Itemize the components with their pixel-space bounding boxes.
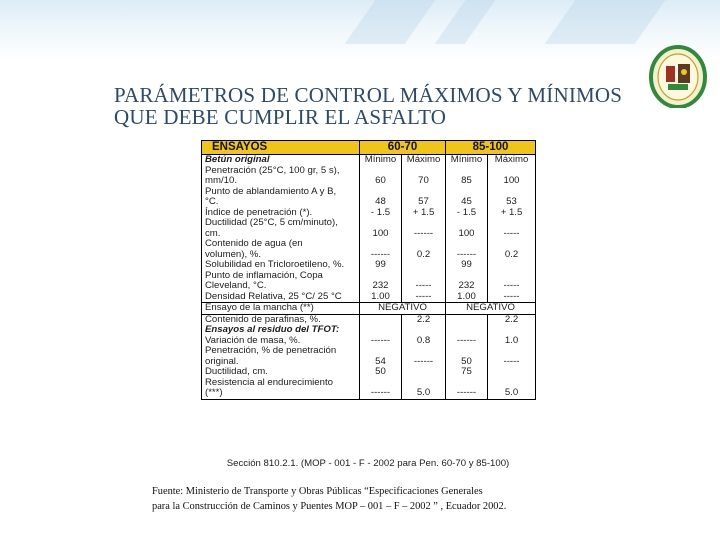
row-label: Variación de masa, %. xyxy=(202,336,360,347)
table-cell: 99 xyxy=(360,260,402,271)
subheader-min: Mínimo xyxy=(360,155,402,166)
row-label: mm/10. xyxy=(202,176,360,187)
table-cell: 100 xyxy=(446,229,488,240)
row-label: original. xyxy=(202,357,360,368)
table-row xyxy=(202,367,536,378)
table-cell: 100 xyxy=(488,176,536,187)
university-logo xyxy=(648,44,708,108)
table-cell: NEGATIVO xyxy=(446,303,536,315)
table-row xyxy=(202,292,536,303)
table-cell xyxy=(360,218,402,229)
table-row xyxy=(202,346,536,357)
table-cell xyxy=(446,314,488,325)
table-row xyxy=(202,187,536,198)
table-cell: ------ xyxy=(360,250,402,261)
table-cell: ----- xyxy=(488,292,536,303)
table-cell xyxy=(360,314,402,325)
table-cell: 60 xyxy=(360,176,402,187)
table-cell: ----- xyxy=(488,281,536,292)
table-cell: ------ xyxy=(360,336,402,347)
table-cell: 100 xyxy=(360,229,402,240)
table-cell: ------ xyxy=(446,336,488,347)
top-decoration-band xyxy=(0,0,720,60)
table-cell: ------ xyxy=(446,250,488,261)
table-cell: - 1.5 xyxy=(446,208,488,219)
table-cell xyxy=(446,239,488,250)
table-row xyxy=(202,325,536,336)
table-cell: ----- xyxy=(402,281,446,292)
table-row xyxy=(202,239,536,250)
table-row xyxy=(202,303,536,315)
table-cell: 50 xyxy=(360,367,402,378)
table-cell xyxy=(402,367,446,378)
table-source-note: Sección 810.2.1. (MOP - 001 - F - 2002 para Pen. 60-70 y 85-100) xyxy=(226,458,510,469)
section-label: Betún original xyxy=(202,155,360,166)
table-row xyxy=(202,155,536,166)
table-cell: ------ xyxy=(402,229,446,240)
table-cell: 85 xyxy=(446,176,488,187)
row-label: °C. xyxy=(202,197,360,208)
row-label: Ensayo de la mancha (**) xyxy=(202,303,360,315)
row-label: Contenido de agua (en xyxy=(202,239,360,250)
row-label: Punto de ablandamiento A y B, xyxy=(202,187,360,198)
row-label: cm. xyxy=(202,229,360,240)
row-label: Ductilidad, cm. xyxy=(202,367,360,378)
table-cell: 54 xyxy=(360,357,402,368)
row-label: Solubilidad en Tricloroetileno, %. xyxy=(202,260,360,271)
row-label: volumen), %. xyxy=(202,250,360,261)
subheader-min: Mínimo xyxy=(446,155,488,166)
header-60-70: 60-70 xyxy=(360,141,446,155)
row-label: Ductilidad (25°C, 5 cm/minuto), xyxy=(202,218,360,229)
table-cell: 232 xyxy=(360,281,402,292)
table-cell: ------ xyxy=(402,357,446,368)
table-cell: ------ xyxy=(446,388,488,399)
table-cell: ----- xyxy=(488,229,536,240)
table-cell: 75 xyxy=(446,367,488,378)
table-cell: ----- xyxy=(488,357,536,368)
table-cell: ------ xyxy=(360,388,402,399)
header-ensayos: ENSAYOS xyxy=(202,141,360,155)
table-cell xyxy=(488,367,536,378)
row-label: Penetración, % de penetración xyxy=(202,346,360,357)
section-label: Ensayos al residuo del TFOT: xyxy=(202,325,360,336)
table-row xyxy=(202,197,536,208)
table-cell xyxy=(488,218,536,229)
table-cell xyxy=(402,218,446,229)
table-cell: 5.0 xyxy=(488,388,536,399)
table-row xyxy=(202,388,536,399)
table-cell: 0.2 xyxy=(402,250,446,261)
table-row xyxy=(202,378,536,389)
table-cell: 99 xyxy=(446,260,488,271)
table-cell: 0.2 xyxy=(488,250,536,261)
slide-title: PARÁMETROS DE CONTROL MÁXIMOS Y MÍNIMOS QUE DEBE CUMPLIR EL ASFALTO xyxy=(114,83,623,129)
table-row xyxy=(202,218,536,229)
table-cell: 5.0 xyxy=(402,388,446,399)
footer-line-1: Fuente: Ministerio de Transporte y Obras Públicas “Especificaciones Generales xyxy=(152,486,483,497)
table-cell xyxy=(360,239,402,250)
table-cell xyxy=(488,346,536,357)
table-cell xyxy=(446,218,488,229)
table-cell: 45 xyxy=(446,197,488,208)
table-cell: 232 xyxy=(446,281,488,292)
table-cell: 57 xyxy=(402,197,446,208)
table-cell: 0.8 xyxy=(402,336,446,347)
table-cell xyxy=(360,346,402,357)
table-cell: - 1.5 xyxy=(360,208,402,219)
table-row xyxy=(202,166,536,177)
row-label: Resistencia al endurecimiento xyxy=(202,378,360,389)
table-cell xyxy=(402,260,446,271)
table-cell: 1.00 xyxy=(360,292,402,303)
row-label: Índice de penetración (*). xyxy=(202,208,360,219)
row-label: Contenido de parafinas, %. xyxy=(202,314,360,325)
table-cell: 1.00 xyxy=(446,292,488,303)
table-cell xyxy=(488,260,536,271)
table-cell: 70 xyxy=(402,176,446,187)
table-header-row xyxy=(202,141,536,155)
subheader-max: Máximo xyxy=(488,155,536,166)
row-label: Cleveland, °C. xyxy=(202,281,360,292)
table-cell: 48 xyxy=(360,197,402,208)
table-cell: 53 xyxy=(488,197,536,208)
table-cell: + 1.5 xyxy=(402,208,446,219)
row-label: Penetración (25°C, 100 gr, 5 s), xyxy=(202,166,360,177)
table-cell: 2.2 xyxy=(488,314,536,325)
table-cell xyxy=(402,239,446,250)
header-85-100: 85-100 xyxy=(446,141,536,155)
asphalt-parameters-table xyxy=(201,140,535,474)
table-row xyxy=(202,176,536,187)
table-cell: ----- xyxy=(402,292,446,303)
footer-source xyxy=(152,484,622,514)
table-cell: 2.2 xyxy=(402,314,446,325)
table-cell: 1.0 xyxy=(488,336,536,347)
table-row xyxy=(202,260,536,271)
footer-line-2: para la Construcción de Caminos y Puentes MOP – 001 – F – 2002 ” , Ecuador 2002. xyxy=(152,501,507,512)
table-row xyxy=(202,281,536,292)
table-cell: 50 xyxy=(446,357,488,368)
table-cell xyxy=(446,346,488,357)
table-cell: + 1.5 xyxy=(488,208,536,219)
table-cell xyxy=(402,346,446,357)
row-label: Punto de inflamación, Copa xyxy=(202,271,360,282)
row-label: Densidad Relativa, 25 °C/ 25 °C xyxy=(202,292,360,303)
table-cell: NEGATIVO xyxy=(360,303,446,315)
row-label: (***) xyxy=(202,388,360,399)
subheader-max: Máximo xyxy=(402,155,446,166)
table-cell xyxy=(488,239,536,250)
